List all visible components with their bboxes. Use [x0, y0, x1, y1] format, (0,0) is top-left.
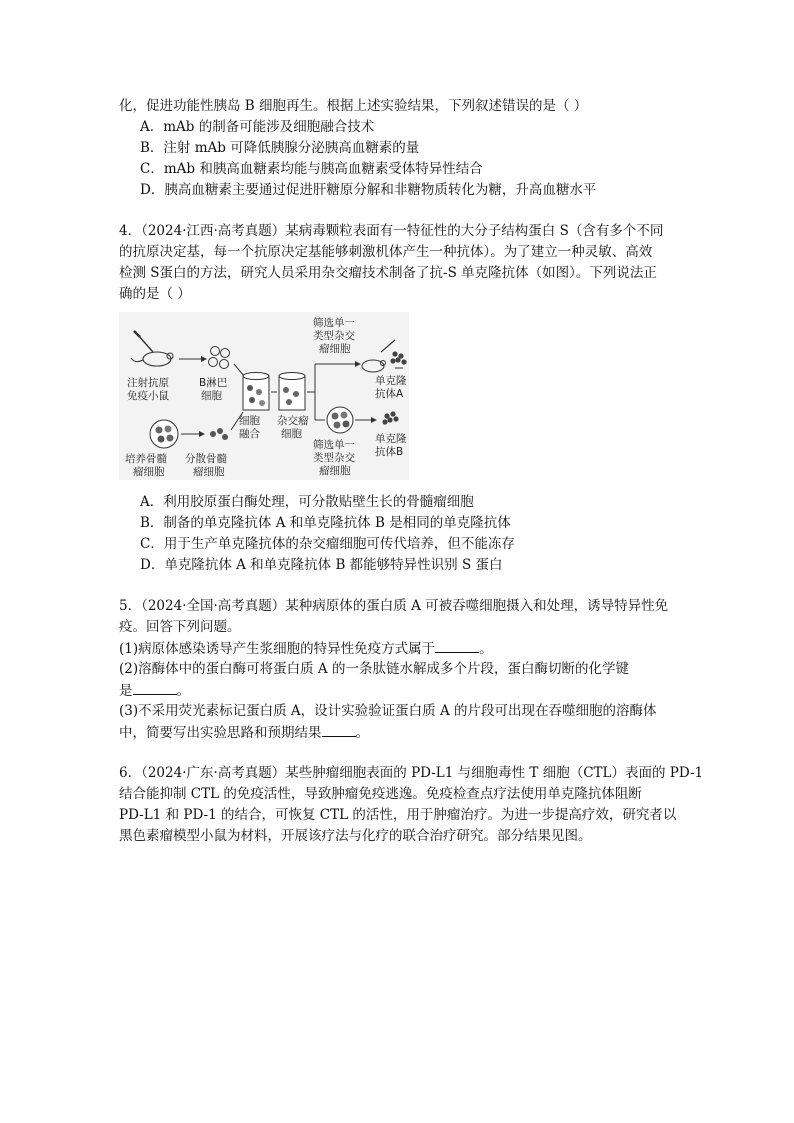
label-bcell-2: 细胞: [201, 390, 222, 402]
label-fusion-2: 融合: [239, 428, 260, 440]
q5-part-1: [119, 638, 493, 660]
q5-part-2-text: 是: [119, 683, 133, 699]
myeloma-dish-icon: [150, 420, 178, 448]
label-mab-b-2: 抗体B: [375, 446, 404, 458]
label-culture-1: 培养骨髓: [125, 453, 167, 465]
label-screen-top-3: 瘤细胞: [319, 343, 351, 355]
q4-stem-line-4: 确的是（ ）: [119, 286, 191, 302]
q4-option-c: C．用于生产单克隆抗体的杂交瘤细胞可传代培养，但不能冻存: [140, 536, 515, 552]
q5-part-2-line-1: (2)溶酶体中的蛋白酶可将蛋白质 A 的一条肽链水解成多个片段，蛋白酶切断的化学键: [119, 661, 629, 677]
q3-option-d: D．胰高血糖素主要通过促进肝糖原分解和非糖物质转化为糖，升高血糖水平: [140, 182, 597, 198]
answer-blank[interactable]: [322, 722, 356, 737]
period-mark: 。: [479, 641, 493, 657]
q5-part-3-line-2: [119, 722, 369, 744]
q6-stem-line-1: 6．（2024·广东·高考真题）某些肿瘤细胞表面的 PD-L1 与细胞毒性 T 细胞（CTL）表面的 PD-1: [119, 765, 704, 781]
hybridoma-diagram: [119, 312, 409, 480]
q4-option-b: B．制备的单克隆抗体 A 和单克隆抗体 B 是相同的单克隆抗体: [140, 515, 511, 531]
answer-blank[interactable]: [435, 638, 479, 653]
q5-part-3-text: 中，简要写出实验思路和预期结果: [119, 725, 322, 741]
period-mark: 。: [355, 725, 369, 741]
q4-option-d: D．单克隆抗体 A 和单克隆抗体 B 都能够特异性识别 S 蛋白: [140, 557, 503, 573]
label-culture-2: 瘤细胞: [133, 466, 165, 478]
label-screen-bottom-3: 瘤细胞: [319, 465, 351, 477]
label-mab-b-1: 单克隆: [375, 433, 407, 445]
label-mab-a-2: 抗体A: [375, 388, 404, 400]
label-hybridoma-1: 杂交瘤: [277, 415, 309, 427]
q3-option-c: C．mAb 和胰高血糖素均能与胰高血糖素受体特异性结合: [140, 161, 483, 177]
q3-stem-end: 化，促进功能性胰岛 B 细胞再生。根据上述实验结果，下列叙述错误的是（ ）: [119, 98, 588, 114]
culture-dish-icon: [327, 407, 353, 433]
q3-option-b: B．注射 mAb 可降低胰腺分泌胰高血糖素的量: [140, 140, 420, 156]
period-mark: 。: [176, 683, 190, 699]
q5-part-1-text: (1)病原体感染诱导产生浆细胞的特异性免疫方式属于: [119, 641, 436, 657]
q4-stem-line-2: 的抗原决定基，每一个抗原决定基能够刺激机体产生一种抗体）。为了建立一种灵敏、高效: [119, 244, 653, 260]
q5-stem-line-2: 疫。回答下列问题。: [119, 619, 241, 635]
label-bcell-1: B淋巴: [199, 377, 228, 389]
label-screen-top-2: 类型杂交: [313, 330, 355, 342]
label-disperse-1: 分散骨髓: [185, 453, 227, 465]
q5-part-2-line-2: [119, 680, 190, 702]
label-screen-bottom-1: 筛选单一: [313, 439, 355, 451]
label-inject-1: 注射抗原: [127, 377, 169, 389]
answer-blank[interactable]: [133, 680, 177, 695]
label-mab-a-1: 单克隆: [375, 375, 407, 387]
label-screen-bottom-2: 类型杂交: [313, 452, 355, 464]
label-hybridoma-2: 细胞: [281, 428, 302, 440]
q4-stem-line-3: 检测 S蛋白的方法，研究人员采用杂交瘤技术制备了抗-S 单克隆抗体（如图）。下列说法正: [119, 265, 657, 281]
label-fusion-1: 细胞: [239, 415, 260, 427]
q4-option-a: A．利用胶原蛋白酶处理，可分散贴壁生长的骨髓瘤细胞: [140, 494, 474, 510]
q6-stem-line-3: PD-L1 和 PD-1 的结合，可恢复 CTL 的活性，用于肿瘤治疗。为进一步提高疗效，研究者以: [119, 807, 677, 823]
q5-part-3-line-1: (3)不采用荧光素标记蛋白质 A，设计实验验证蛋白质 A 的片段可出现在吞噬细胞的溶酶体: [119, 703, 657, 719]
q4-stem-line-1: 4．（2024·江西·高考真题）某病毒颗粒表面有一特征性的大分子结构蛋白 S（含有多个不同: [119, 223, 664, 239]
label-disperse-2: 瘤细胞: [193, 466, 225, 478]
label-screen-top-1: 筛选单一: [313, 317, 355, 329]
fusion-dish-icon: [243, 373, 269, 411]
q5-stem-line-1: 5．（2024·全国·高考真题）某种病原体的蛋白质 A 可被吞噬细胞摄入和处理，诱导特异性免: [119, 598, 669, 614]
q6-stem-line-4: 黑色素瘤模型小鼠为材料，开展该疗法与化疗的联合治疗研究。部分结果见图。: [119, 828, 592, 844]
hybridoma-dish-icon: [279, 373, 305, 411]
label-inject-2: 免疫小鼠: [127, 390, 169, 402]
q6-stem-line-2: 结合能抑制 CTL 的免疫活性，导致肿瘤免疫逃逸。免疫检查点疗法使用单克隆抗体阻断: [119, 786, 642, 802]
q3-option-a: A．mAb 的制备可能涉及细胞融合技术: [140, 119, 375, 135]
